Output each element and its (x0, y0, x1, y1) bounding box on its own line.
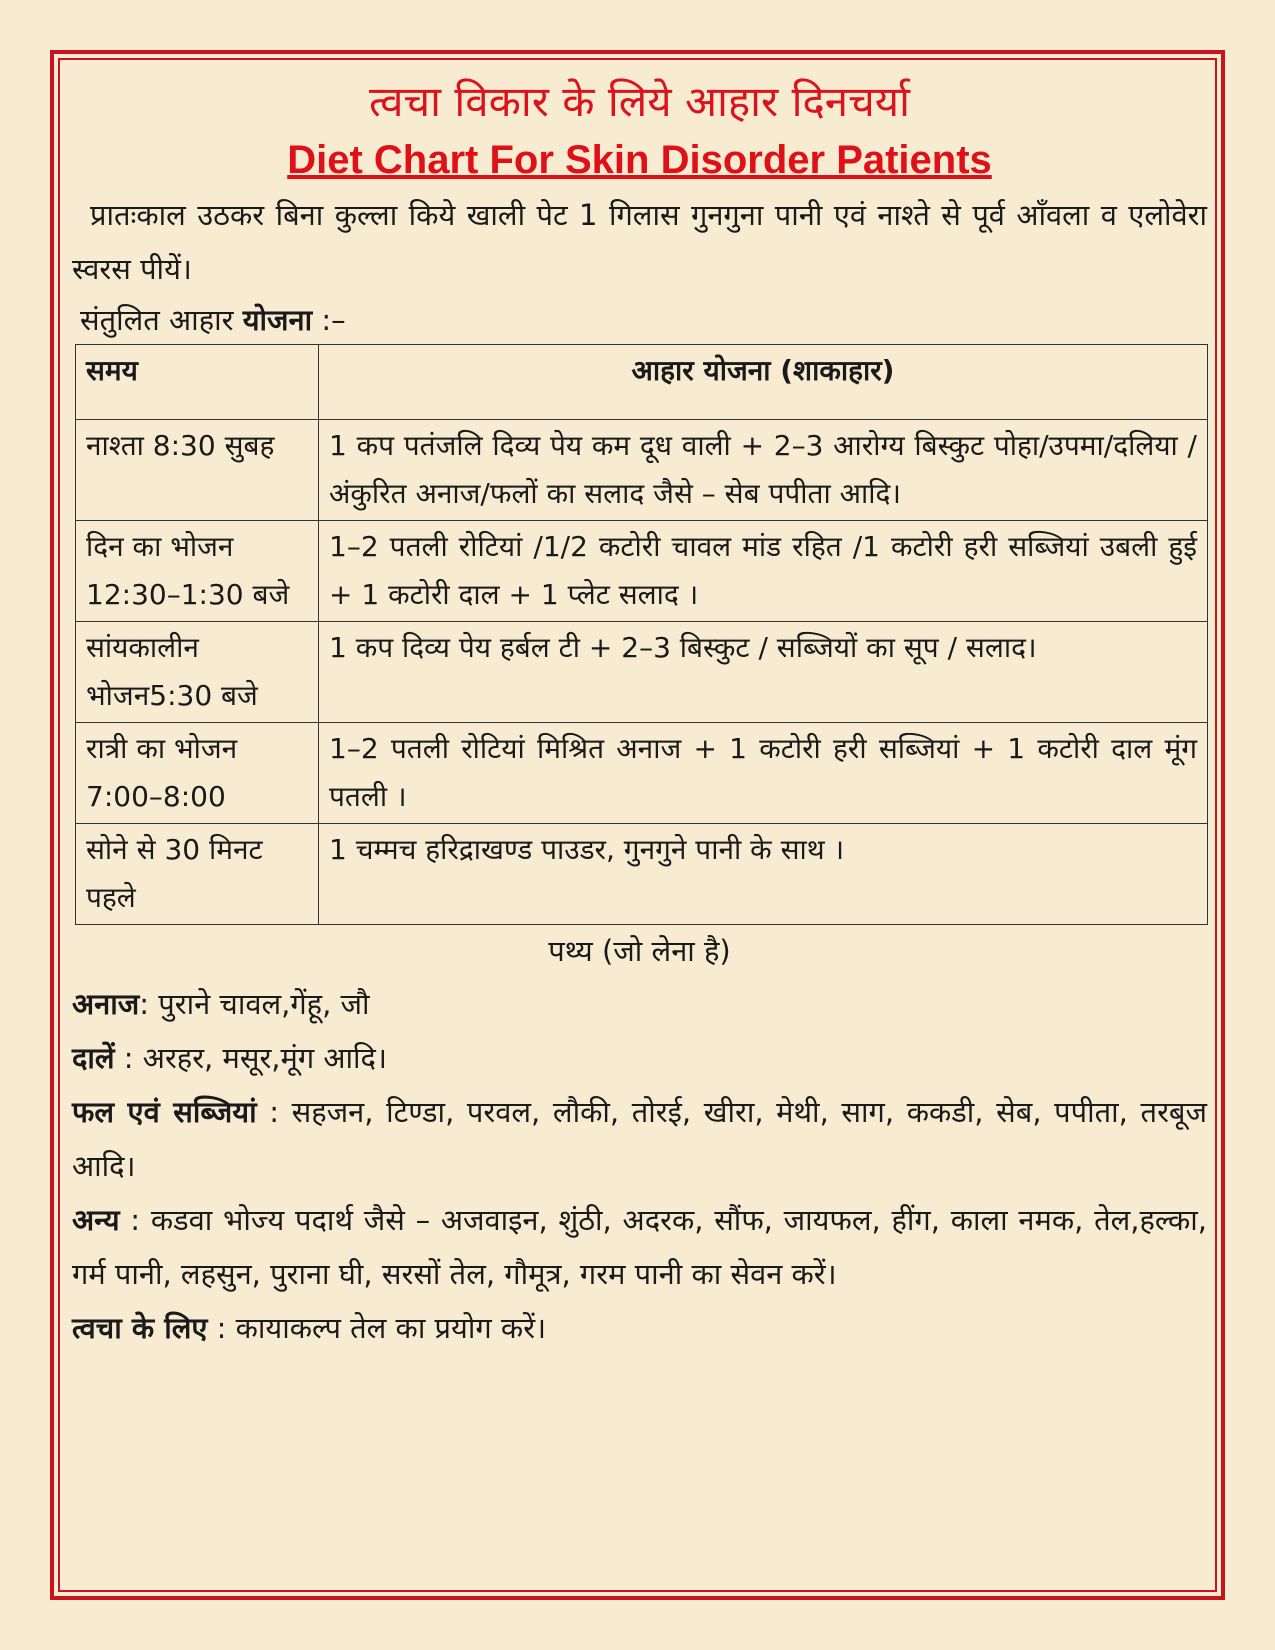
row-time: रात्री का भोजन 7:00–8:00 (76, 723, 319, 824)
title-hindi: त्वचा विकार के लिये आहार दिनचर्या (369, 77, 910, 126)
row-time: सोने से 30 मिनट पहले (76, 824, 319, 925)
table-row (76, 622, 1208, 723)
row-plan: 1 कप दिव्य पेय हर्बल टी + 2–3 बिस्कुट / सब्जियों का सूप / सलाद। (319, 622, 1208, 723)
list-item (72, 1193, 1207, 1301)
table-header-row (76, 345, 1208, 420)
item-text: : कडवा भोज्य पदार्थ जैसे – अजवाइन, शुंठी, अदरक, सौंफ, जायफल, हींग, काला नमक, तेल,हल्का, गर्म पानी, लहसुन, पुराना घी, सरसों तेल, गौमूत्र, गरम पानी का सेवन करें। (72, 1203, 1207, 1291)
row-plan: 1 चम्मच हरिद्राखण्ड पाउडर, गुनगुने पानी के साथ । (319, 824, 1208, 925)
table-row (76, 723, 1208, 824)
plan-heading-plain: संतुलित आहार (80, 303, 243, 337)
item-label: फल एवं सब्जियां (72, 1095, 257, 1129)
list-item (72, 1085, 1207, 1193)
table-row (76, 824, 1208, 925)
item-label: त्वचा के लिए (72, 1311, 208, 1345)
row-time: सांयकालीन भोजन5:30 बजे (76, 622, 319, 723)
item-label: दालें (72, 1041, 115, 1075)
item-label: अन्य (72, 1203, 120, 1237)
plan-heading-suffix: :– (312, 303, 346, 337)
document-content (72, 70, 1207, 1355)
list-item (72, 1031, 1207, 1085)
title-english: Diet Chart For Skin Disorder Patients (287, 138, 992, 182)
item-text: : कायाकल्प तेल का प्रयोग करें। (207, 1311, 547, 1345)
pathya-heading: पथ्य (जो लेना है) (548, 934, 731, 968)
intro-paragraph (72, 188, 1207, 296)
intro-text: प्रातःकाल उठकर बिना कुल्ला किये खाली पेट 1 गिलास गुनगुना पानी एवं नाश्ते से पूर्व आँवला व एलोवेरा स्वरस पीयें। (72, 198, 1207, 286)
row-time: दिन का भोजन 12:30–1:30 बजे (76, 521, 319, 622)
pathya-list (72, 977, 1207, 1355)
item-text: : सहजन, टिण्डा, परवल, लौकी, तोरई, खीरा, मेथी, साग, ककडी, सेब, पपीता, तरबूज आदि। (72, 1095, 1208, 1183)
row-plan: 1–2 पतली रोटियां /1/2 कटोरी चावल मांड रहित /1 कटोरी हरी सब्जियां उबली हुई + 1 कटोरी दाल + 1 प्लेट सलाद । (319, 521, 1208, 622)
plan-heading (80, 296, 1207, 344)
list-item (72, 977, 1207, 1031)
row-plan: 1–2 पतली रोटियां मिश्रित अनाज + 1 कटोरी हरी सब्जियां + 1 कटोरी दाल मूंग पतली । (319, 723, 1208, 824)
row-time: नाश्ता 8:30 सुबह (76, 420, 319, 521)
item-label: अनाज (72, 987, 140, 1021)
row-plan: 1 कप पतंजलि दिव्य पेय कम दूध वाली + 2–3 आरोग्य बिस्कुट पोहा/उपमा/दलिया /अंकुरित अनाज/फलों का सलाद जैसे – सेब पपीता आदि। (319, 420, 1208, 521)
diet-table (75, 344, 1208, 925)
plan-heading-bold: योजना (242, 303, 313, 337)
header-time: समय (76, 345, 319, 420)
list-item (72, 1301, 1207, 1355)
item-text: : अरहर, मसूर,मूंग आदि। (114, 1041, 387, 1075)
table-row (76, 420, 1208, 521)
table-row (76, 521, 1208, 622)
item-text: : पुराने चावल,गेंहू, जौ (139, 987, 370, 1021)
header-plan: आहार योजना (शाकाहार) (319, 345, 1208, 420)
